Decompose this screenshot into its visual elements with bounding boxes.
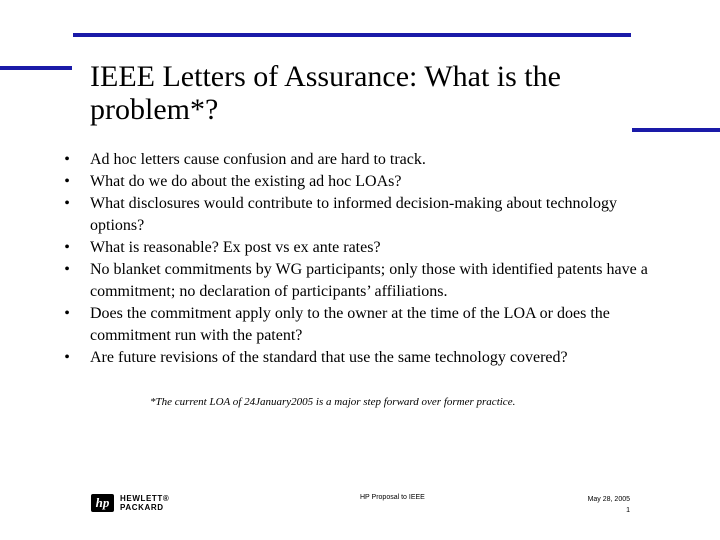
bullet-list xyxy=(57,149,657,369)
title-rule-right xyxy=(632,128,720,132)
hp-logo xyxy=(91,494,183,516)
hp-logo-line2: PACKARD xyxy=(120,503,164,512)
title-rule-top xyxy=(73,33,631,37)
hp-logo-icon: hp xyxy=(91,494,114,512)
page-number: 1 xyxy=(626,507,630,514)
bullet-item xyxy=(57,347,657,369)
bullet-text: No blanket commitments by WG participants; only those with identified patents have a commitment; no declaration of participants’ affiliations. xyxy=(90,261,648,300)
slide-title-line2: problem*? xyxy=(90,93,219,126)
footer-date: May 28, 2005 xyxy=(587,496,630,503)
slide-title-line1: IEEE Letters of Assurance: What is the xyxy=(90,60,561,93)
bullet-item xyxy=(57,171,657,193)
bullet-dot: • xyxy=(64,305,70,322)
title-rule-left xyxy=(0,66,72,70)
bullet-dot: • xyxy=(64,261,70,278)
bullet-item xyxy=(57,149,657,171)
bullet-text: What is reasonable? Ex post vs ex ante rates? xyxy=(90,239,381,256)
bullet-text: Does the commitment apply only to the owner at the time of the LOA or does the commitment run with the patent? xyxy=(90,305,610,344)
bullet-dot: • xyxy=(64,173,70,190)
bullet-item xyxy=(57,303,657,347)
bullet-text: Ad hoc letters cause confusion and are hard to track. xyxy=(90,151,426,168)
bullet-dot: • xyxy=(64,195,70,212)
hp-logo-wordmark xyxy=(120,494,169,512)
bullet-text: Are future revisions of the standard that use the same technology covered? xyxy=(90,349,568,366)
bullet-text: What disclosures would contribute to informed decision-making about technology options? xyxy=(90,195,617,234)
footer-right xyxy=(588,494,630,516)
hp-logo-line1: HEWLETT® xyxy=(120,494,170,503)
bullet-item xyxy=(57,237,657,259)
bullet-dot: • xyxy=(64,151,70,168)
footer-center-text: HP Proposal to IEEE xyxy=(360,494,425,501)
bullet-dot: • xyxy=(64,239,70,256)
bullet-item xyxy=(57,193,657,237)
bullet-dot: • xyxy=(64,349,70,366)
slide-title xyxy=(90,60,650,126)
bullet-item xyxy=(57,259,657,303)
bullet-text: What do we do about the existing ad hoc LOAs? xyxy=(90,173,402,190)
footnote: *The current LOA of 24January2005 is a major step forward over former practice. xyxy=(150,396,516,408)
